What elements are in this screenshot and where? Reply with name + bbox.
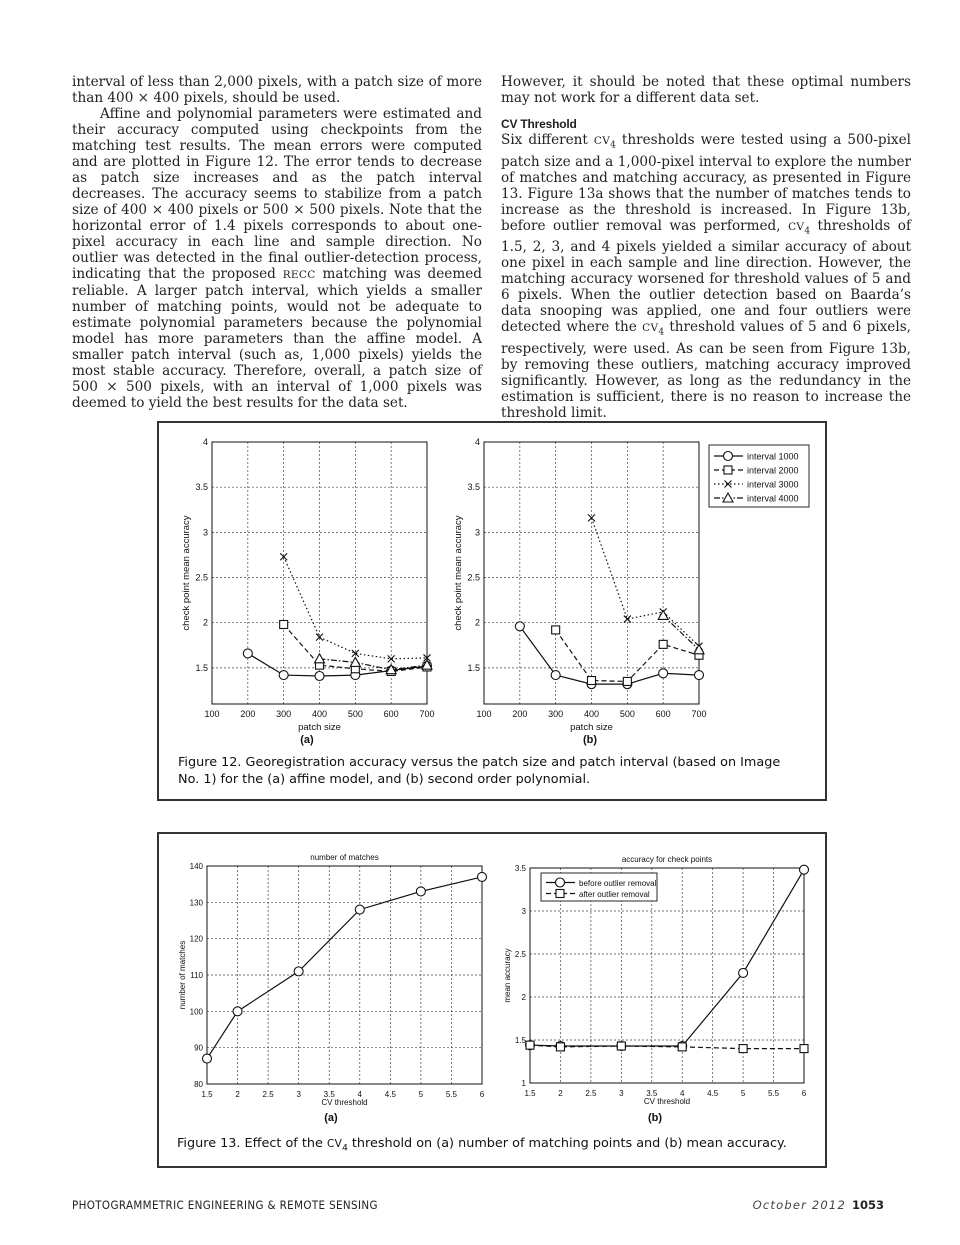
- series-line: [207, 877, 482, 1059]
- x-axis-label: patch size: [570, 722, 613, 733]
- chart-title: accuracy for check points: [621, 855, 713, 864]
- data-point: [739, 1045, 747, 1053]
- x-tick-label: 3.5: [646, 1089, 658, 1098]
- x-tick-label: 4.5: [707, 1089, 719, 1098]
- y-tick-label: 3: [474, 527, 480, 538]
- x-axis-label: CV threshold: [321, 1098, 368, 1107]
- y-tick-label: 80: [194, 1080, 203, 1089]
- data-point: [588, 677, 596, 685]
- figure-12-plots: [159, 423, 825, 799]
- y-tick-label: 1.5: [467, 662, 480, 673]
- legend-marker: [724, 466, 732, 474]
- y-tick-label: 3: [202, 527, 208, 538]
- y-tick-label: 3: [521, 907, 526, 916]
- data-point: [279, 671, 288, 680]
- x-tick-label: 600: [655, 709, 671, 719]
- y-tick-label: 1: [521, 1079, 526, 1088]
- data-point: [678, 1043, 686, 1051]
- data-point: [233, 1007, 242, 1016]
- chart-fig12b: [453, 437, 707, 733]
- cv-subscript: 4: [804, 226, 811, 237]
- series-interval-3000: [588, 514, 703, 649]
- x-tick-label: 1.5: [201, 1090, 213, 1099]
- y-tick-label: 130: [189, 898, 203, 908]
- legend-label: interval 4000: [747, 493, 799, 504]
- y-axis-label: check point mean accuracy: [181, 515, 192, 631]
- x-tick-label: 4: [679, 1089, 685, 1098]
- data-point: [243, 649, 252, 658]
- legend-marker: [556, 890, 564, 898]
- y-axis-label: mean accuracy: [503, 948, 512, 1003]
- y-tick-label: 2.5: [467, 572, 480, 583]
- series-line: [663, 615, 699, 649]
- data-point: [294, 967, 303, 976]
- x-tick-label: 3: [296, 1090, 301, 1099]
- x-tick-label: 5.5: [767, 1089, 780, 1098]
- data-point: [659, 640, 667, 648]
- page-number: 1053: [851, 1198, 884, 1212]
- x-tick-label: 6: [479, 1090, 485, 1099]
- data-point: [800, 1045, 808, 1053]
- data-point: [315, 671, 324, 680]
- y-tick-label: 140: [189, 862, 203, 871]
- data-point: [739, 968, 748, 977]
- data-point: [659, 669, 668, 678]
- figure-12-legend: [709, 445, 809, 507]
- journal-name: PHOTOGRAMMETRIC ENGINEERING & REMOTE SENSING: [72, 1198, 378, 1212]
- figure-13-label-b: (b): [647, 1112, 663, 1124]
- data-point: [315, 654, 325, 663]
- right-paragraph-1: However, it should be noted that these optimal numbers may not work for a different data set.: [501, 74, 911, 106]
- x-tick-label: 400: [583, 709, 600, 719]
- right-column: [501, 74, 911, 421]
- data-point: [416, 887, 425, 896]
- figure-13-caption-part-2: threshold on (a) number of matching points and (b) mean accuracy.: [347, 1136, 787, 1151]
- x-axis-label: CV threshold: [643, 1097, 691, 1106]
- series-number-of-matches: [203, 872, 487, 1063]
- cv-term: CV: [326, 1138, 343, 1150]
- legend-label: interval 1000: [747, 451, 799, 462]
- data-point: [203, 1054, 212, 1063]
- page-footer-right: [753, 1198, 884, 1212]
- data-point: [695, 671, 704, 680]
- y-tick-label: 90: [194, 1043, 203, 1053]
- y-tick-label: 3.5: [514, 864, 526, 873]
- y-tick-label: 4: [474, 437, 480, 447]
- legend-label: interval 2000: [747, 465, 799, 476]
- right-paragraph-2-part-1: Six different: [501, 132, 594, 148]
- data-point: [623, 677, 631, 685]
- y-tick-label: 4: [202, 437, 208, 447]
- x-axis-label: patch size: [298, 722, 341, 733]
- data-point: [515, 622, 524, 631]
- x-tick-label: 4.5: [384, 1090, 396, 1099]
- x-tick-label: 700: [419, 709, 435, 719]
- left-column: [72, 74, 482, 411]
- x-tick-label: 500: [347, 709, 363, 719]
- chart-fig12a: [181, 437, 435, 733]
- x-tick-label: 2.5: [262, 1090, 274, 1099]
- y-tick-label: 2.5: [195, 572, 208, 583]
- cv-subscript: 4: [610, 140, 616, 151]
- left-paragraph-2-part-1: Affine and polynomial parameters were estimated and their accuracy computed using checkpoints from the matching test results. The mean errors were computed and are plotted in Figure 12. The error tends to decrease as patch size increases and as the patch interval decreases. The accuracy seems to stabilize from a patch size of 400 × 400 pixels or 500 × 500 pixels. Note that the horizontal error of 1.4 pixels corresponds to about one-pixel accuracy in each line and sample direction. No outlier was detected in the final outlier-detection process, indicating that the proposed: [72, 106, 482, 282]
- x-tick-label: 3: [619, 1089, 624, 1098]
- cv-term: CV: [593, 135, 611, 147]
- y-axis-label: check point mean accuracy: [453, 515, 464, 631]
- x-tick-label: 200: [512, 709, 528, 719]
- legend-label: after outlier removal: [579, 890, 650, 899]
- x-tick-label: 5: [418, 1090, 424, 1099]
- y-tick-label: 110: [190, 971, 203, 980]
- data-point: [280, 620, 288, 628]
- y-tick-label: 1.5: [514, 1036, 526, 1045]
- figure-13: [157, 832, 827, 1168]
- y-tick-label: 100: [189, 1007, 203, 1017]
- figure-13-legend: [541, 873, 657, 901]
- cv-term: CV: [788, 220, 805, 233]
- x-tick-label: 500: [619, 709, 635, 719]
- chart-fig13a: [178, 853, 487, 1107]
- series-line: [248, 653, 427, 676]
- left-paragraph-2-part-2: matching was deemed reliable. A larger patch interval, which yields a smaller number of matching points, would not be adequate to estimate polynomial parameters because the polynomial model has more parameters than the affine model. A smaller patch interval (such as, 1,000 pixels) yields the most stable accuracy. Therefore, overall, a patch size of 500 × 500 pixels, with an interval of 1,000 pixels was deemed to yield the best results for the data set.: [72, 266, 482, 411]
- series-line: [592, 518, 700, 646]
- legend-marker: [556, 878, 565, 887]
- figure-12-label-a: (a): [300, 734, 314, 746]
- y-tick-label: 3.5: [195, 482, 208, 493]
- data-point: [617, 1042, 625, 1050]
- figure-12: [157, 421, 827, 801]
- figure-13-plots: [159, 834, 825, 1166]
- data-point: [552, 626, 560, 634]
- x-tick-label: 400: [311, 709, 328, 719]
- left-paragraph-2: [72, 106, 482, 411]
- series-after-outlier-removal: [526, 1041, 808, 1052]
- x-tick-label: 4: [357, 1090, 363, 1099]
- section-heading-cv-threshold: CV Threshold: [501, 117, 577, 131]
- data-point: [355, 905, 364, 914]
- data-point: [478, 872, 487, 881]
- data-point: [624, 616, 631, 623]
- right-paragraph-2-part-3: thresholds of 1.5, 2, 3, and 4 pixels yielded a similar accuracy of about one pixel in each sample and line direction. However, the matching accuracy worsened for threshold values of 5 and 6 pixels. When the outlier detection based on Baarda’s data snooping was applied, one and four outliers were detected where the: [501, 217, 911, 336]
- x-tick-label: 300: [276, 709, 292, 719]
- cv-subscript: 4: [342, 1143, 348, 1154]
- x-tick-label: 1.5: [524, 1089, 536, 1098]
- figure-12-label-b: (b): [582, 734, 598, 746]
- x-tick-label: 600: [383, 709, 399, 719]
- series-interval-1000: [515, 622, 703, 689]
- right-paragraph-2-part-4: threshold values of 5 and 6 pixels, respectively, were used. As can be seen from Figure 13b, by removing these outliers, matching accuracy improved significantly. However, as long as the redundancy in the estimation is sufficient, there is no reason to increase the threshold limit.: [501, 319, 911, 422]
- y-tick-label: 2.5: [514, 950, 526, 959]
- x-tick-label: 2: [558, 1089, 563, 1098]
- data-point: [551, 671, 560, 680]
- figure-13-caption: [177, 1135, 817, 1158]
- right-paragraph-2: [501, 132, 911, 421]
- x-tick-label: 100: [204, 709, 220, 719]
- legend-marker: [724, 452, 733, 461]
- x-tick-label: 2: [235, 1090, 240, 1099]
- x-tick-label: 200: [240, 709, 256, 719]
- plot-frame: [484, 442, 699, 704]
- right-paragraph-2-part-2: thresholds were tested using a 500-pixel patch size and a 1,000-pixel interval to explore the number of matches and matching accuracy, as presented in Figure 13. Figure 13a shows that the number of matches tends to increase as the threshold is increased. In Figure 13b, before outlier removal was performed,: [501, 132, 911, 234]
- figure-12-caption: Figure 12. Georegistration accuracy versus the patch size and patch interval (based on Image No. 1) for the (a) affine model, and (b) second order polynomial.: [178, 755, 781, 787]
- legend-label: interval 3000: [747, 479, 799, 490]
- x-tick-label: 3.5: [323, 1090, 335, 1099]
- x-tick-label: 100: [476, 709, 492, 719]
- legend-label: before outlier removal: [579, 879, 657, 888]
- recc-term: RECC: [282, 269, 316, 281]
- x-tick-label: 2.5: [585, 1089, 597, 1098]
- y-tick-label: 2: [474, 617, 480, 628]
- y-tick-label: 1.5: [195, 662, 208, 673]
- series-line: [520, 626, 699, 684]
- x-tick-label: 300: [548, 709, 564, 719]
- y-axis-label: number of matches: [178, 940, 187, 1010]
- y-tick-label: 2: [521, 993, 526, 1002]
- y-tick-label: 2: [202, 617, 208, 628]
- data-point: [556, 1043, 564, 1051]
- figure-13-label-a: (a): [324, 1112, 338, 1124]
- cv-term: CV: [642, 322, 659, 335]
- y-tick-label: 120: [189, 934, 203, 944]
- chart-title: number of matches: [310, 853, 379, 862]
- cv-subscript: 4: [658, 328, 665, 339]
- data-point: [526, 1041, 534, 1049]
- figure-13-caption-part-1: Figure 13. Effect of the: [177, 1136, 327, 1151]
- issue-date: October 2012: [752, 1198, 846, 1212]
- x-tick-label: 5: [740, 1089, 746, 1098]
- x-tick-label: 6: [801, 1089, 807, 1098]
- left-paragraph-1: interval of less than 2,000 pixels, with a patch size of more than 400 × 400 pixels, should be used.: [72, 74, 482, 106]
- y-tick-label: 3.5: [467, 482, 480, 493]
- x-tick-label: 700: [691, 709, 707, 719]
- x-tick-label: 5.5: [445, 1090, 458, 1099]
- data-point: [800, 865, 809, 874]
- series-interval-1000: [243, 649, 431, 681]
